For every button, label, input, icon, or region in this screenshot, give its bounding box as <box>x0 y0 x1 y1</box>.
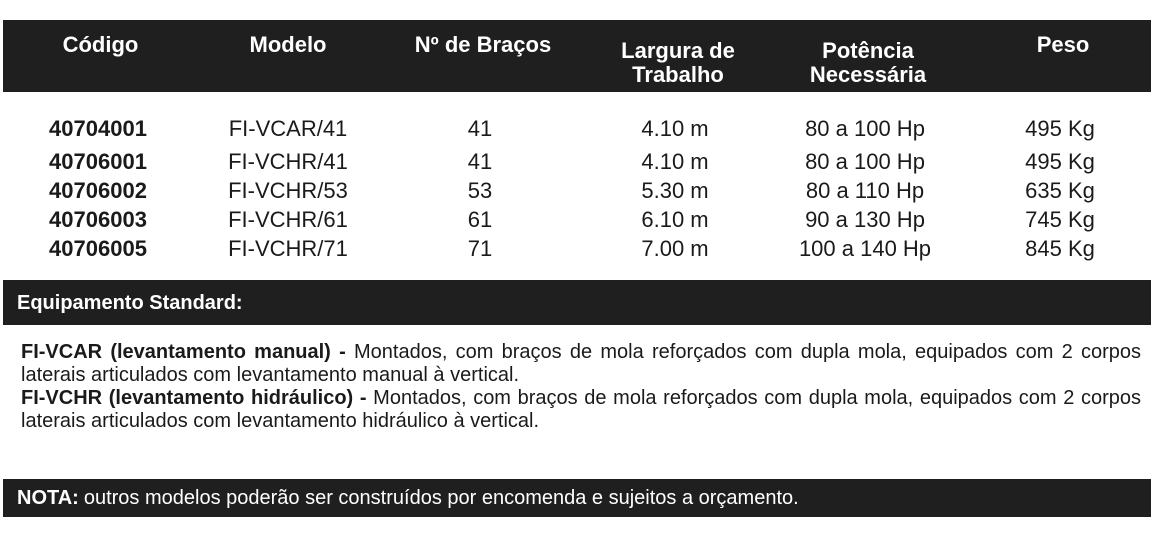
cell-largura: 7.00 m <box>641 236 709 261</box>
description-text: Montados, com braços de mola reforçados com dupla mola, equipados com 2 corpos laterais articulados com levantamento hidráulico à vertical. <box>21 387 1142 432</box>
header-bracos: Nº de Braços <box>414 32 552 57</box>
cell-potencia: 100 a 140 Hp <box>798 236 932 261</box>
header-modelo: Modelo <box>249 32 327 57</box>
table-row <box>0 116 1157 149</box>
cell-largura: 6.10 m <box>641 207 709 232</box>
cell-codigo: 40706002 <box>49 178 147 203</box>
header-codigo: Código <box>62 32 139 57</box>
cell-bracos: 41 <box>467 149 493 174</box>
description-paragraph <box>21 387 1141 433</box>
cell-peso: 495 Kg <box>1025 149 1095 174</box>
header-potencia: Potência Necessária <box>809 37 927 87</box>
standard-equipment-description <box>21 341 1141 433</box>
table-row <box>0 178 1157 207</box>
table-header <box>3 20 1151 92</box>
cell-modelo: FI-VCHR/41 <box>228 149 348 174</box>
cell-potencia: 80 a 100 Hp <box>805 149 925 174</box>
cell-largura: 4.10 m <box>641 149 709 174</box>
header-largura: Largura de Trabalho <box>621 37 735 87</box>
cell-bracos: 41 <box>467 116 493 141</box>
note-text: outros modelos poderão ser construídos por encomenda e sujeitos a orçamento. <box>83 487 799 509</box>
description-text: Montados, com braços de mola reforçados com dupla mola, equipados com 2 corpos laterais articulados com levantamento manual à vertical. <box>21 341 1142 386</box>
cell-modelo: FI-VCHR/61 <box>228 207 348 232</box>
cell-codigo: 40706001 <box>49 149 147 174</box>
cell-modelo: FI-VCHR/53 <box>228 178 348 203</box>
cell-bracos: 61 <box>467 207 493 232</box>
cell-bracos: 53 <box>467 178 493 203</box>
cell-modelo: FI-VCHR/71 <box>228 236 348 261</box>
note-label: NOTA: <box>17 487 79 509</box>
cell-largura: 4.10 m <box>641 116 709 141</box>
cell-peso: 745 Kg <box>1025 207 1095 232</box>
cell-bracos: 71 <box>467 236 493 261</box>
description-model-label: FI-VCHR (levantamento hidráulico) - <box>21 387 367 409</box>
cell-codigo: 40704001 <box>49 116 147 141</box>
standard-equipment-heading <box>3 280 1151 325</box>
note-bar <box>3 479 1151 517</box>
cell-modelo: FI-VCAR/41 <box>228 116 348 141</box>
table-body <box>0 116 1157 265</box>
standard-equipment-title: Equipamento Standard: <box>17 291 243 314</box>
cell-peso: 845 Kg <box>1025 236 1095 261</box>
description-model-label: FI-VCAR (levantamento manual) - <box>21 341 346 363</box>
cell-codigo: 40706003 <box>49 207 147 232</box>
cell-peso: 635 Kg <box>1025 178 1095 203</box>
cell-potencia: 80 a 100 Hp <box>805 116 925 141</box>
table-row <box>0 236 1157 265</box>
cell-codigo: 40706005 <box>49 236 147 261</box>
cell-potencia: 80 a 110 Hp <box>805 178 925 203</box>
header-peso: Peso <box>1036 32 1090 57</box>
cell-potencia: 90 a 130 Hp <box>805 207 925 232</box>
cell-peso: 495 Kg <box>1025 116 1095 141</box>
table-row <box>0 207 1157 236</box>
description-paragraph <box>21 341 1141 387</box>
table-row <box>0 149 1157 178</box>
cell-largura: 5.30 m <box>641 178 709 203</box>
